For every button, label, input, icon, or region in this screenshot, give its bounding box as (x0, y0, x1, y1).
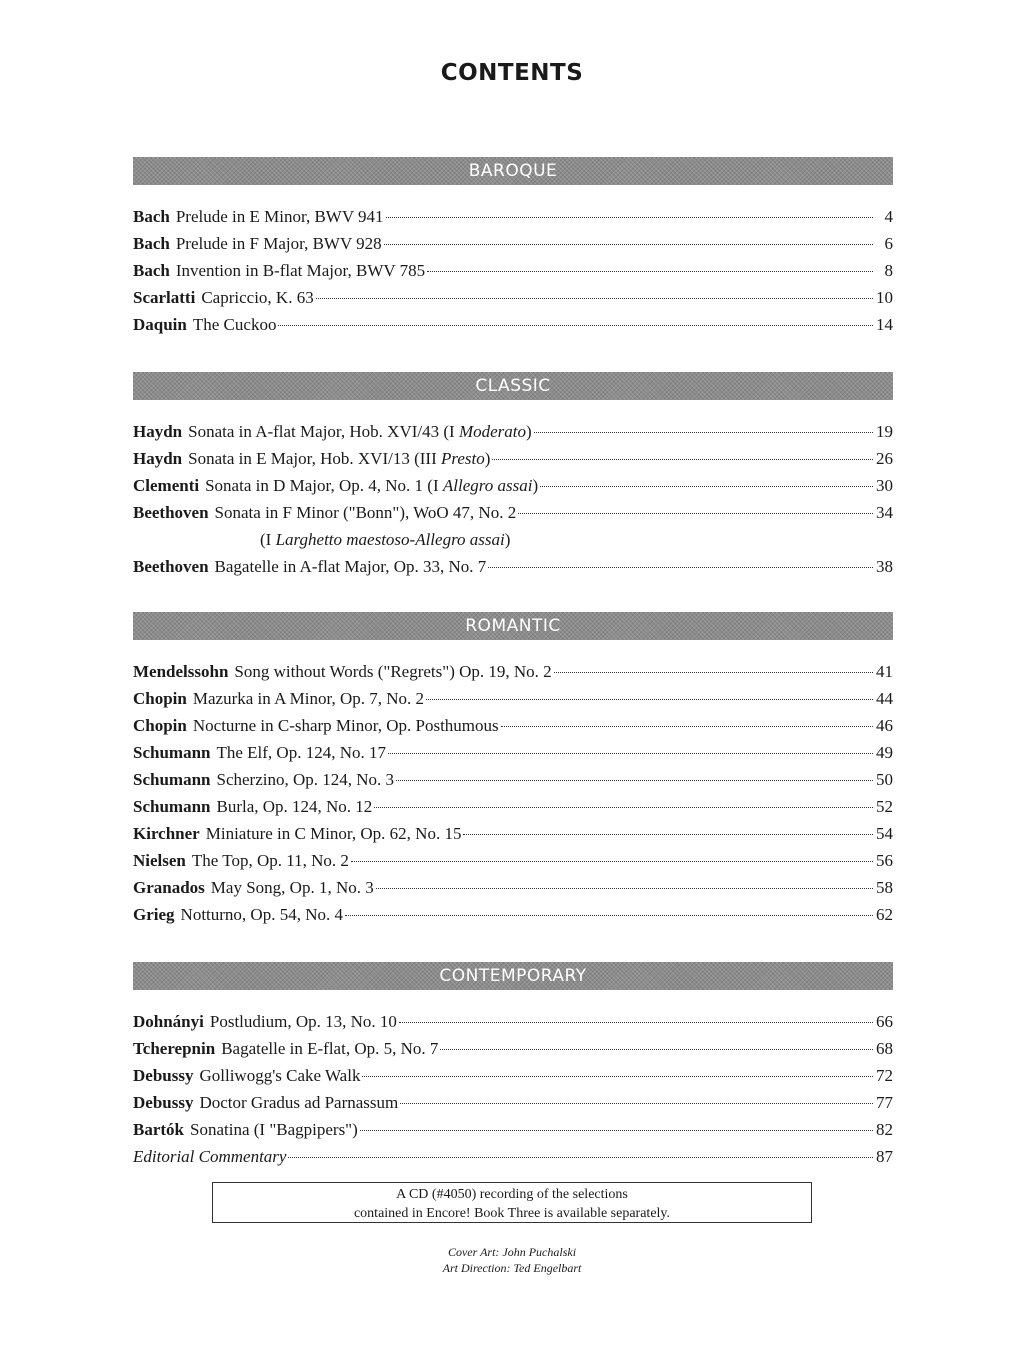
page-number: 14 (876, 315, 893, 334)
dot-leader (399, 1022, 873, 1023)
piece-title: Sonata in E Major, Hob. XVI/13 (III Presto) (188, 449, 491, 468)
dot-leader (492, 459, 873, 460)
piece-title: Invention in B-flat Major, BWV 785 (175, 261, 426, 280)
dot-leader (463, 834, 873, 835)
page-title: CONTENTS (440, 60, 584, 86)
piece-title: Bagatelle in A-flat Major, Op. 33, No. 7 (214, 557, 487, 576)
page-number: 6 (884, 234, 893, 253)
toc-entry (133, 230, 893, 257)
page-number: 46 (876, 716, 893, 735)
section-heading: ROMANTIC (133, 612, 893, 640)
dot-leader (386, 217, 873, 218)
composer: Daquin (133, 315, 187, 334)
piece-title: Bagatelle in E-flat, Op. 5, No. 7 (221, 1039, 439, 1058)
page-number: 49 (876, 743, 893, 762)
composer: Chopin (133, 689, 187, 708)
page-number: 8 (884, 261, 893, 280)
toc-entry (133, 820, 893, 847)
composer: Grieg (133, 905, 175, 924)
piece-title: Song without Words ("Regrets") Op. 19, No. 2 (234, 662, 552, 681)
dot-leader (316, 298, 873, 299)
piece-title: Capriccio, K. 63 (201, 288, 314, 307)
dot-leader (427, 271, 873, 272)
editorial-title: Editorial Commentary (133, 1147, 287, 1166)
toc-entry (133, 1089, 893, 1116)
section-heading: CLASSIC (133, 372, 893, 400)
toc-entry (133, 257, 893, 284)
dot-leader (345, 915, 873, 916)
toc-entry (133, 739, 893, 766)
composer: Haydn (133, 449, 183, 468)
dot-leader (374, 807, 873, 808)
dot-leader (400, 1103, 873, 1104)
piece-title: Sonatina (I "Bagpipers") (190, 1120, 358, 1139)
composer: Schumann (133, 770, 211, 789)
dot-leader (440, 1049, 873, 1050)
piece-title: Miniature in C Minor, Op. 62, No. 15 (205, 824, 462, 843)
page-number: 38 (876, 557, 893, 576)
page-number: 58 (876, 878, 893, 897)
piece-title: Doctor Gradus ad Parnassum (199, 1093, 399, 1112)
piece-title: Golliwogg's Cake Walk (199, 1066, 361, 1085)
piece-title: Postludium, Op. 13, No. 10 (209, 1012, 397, 1031)
toc-entry (133, 847, 893, 874)
toc-entry (133, 793, 893, 820)
dot-leader (360, 1130, 873, 1131)
section-heading: BAROQUE (133, 157, 893, 185)
cover-art-credit: Cover Art: John Puchalski (447, 1245, 577, 1259)
piece-title: The Cuckoo (192, 315, 277, 334)
page-number: 44 (876, 689, 893, 708)
credits (0, 1244, 1024, 1276)
piece-title: Nocturne in C-sharp Minor, Op. Posthumous (192, 716, 499, 735)
composer: Scarlatti (133, 288, 196, 307)
composer: Chopin (133, 716, 187, 735)
movement-subline: (I Larghetto maestoso-Allegro assai) (260, 530, 511, 549)
composer: Schumann (133, 743, 211, 762)
toc-entry (133, 418, 893, 445)
page-number: 54 (876, 824, 893, 843)
toc-entry (133, 1008, 893, 1035)
composer: Beethoven (133, 503, 209, 522)
dot-leader (288, 1157, 873, 1158)
dot-leader (384, 244, 873, 245)
page-number: 52 (876, 797, 893, 816)
composer: Bach (133, 261, 170, 280)
piece-title: Prelude in F Major, BWV 928 (175, 234, 382, 253)
page-number: 19 (876, 422, 893, 441)
page-number: 56 (876, 851, 893, 870)
toc-entry (133, 1116, 893, 1143)
page-number: 62 (876, 905, 893, 924)
composer: Debussy (133, 1066, 194, 1085)
dot-leader (426, 699, 873, 700)
piece-title: Notturno, Op. 54, No. 4 (180, 905, 343, 924)
page-number: 77 (876, 1093, 893, 1112)
toc-entry (133, 901, 893, 928)
composer: Mendelssohn (133, 662, 229, 681)
toc-entry (133, 658, 893, 685)
page-number: 34 (876, 503, 893, 522)
composer: Clementi (133, 476, 200, 495)
toc-entry (133, 685, 893, 712)
page-number: 30 (876, 476, 893, 495)
page-number: 82 (876, 1120, 893, 1139)
composer: Granados (133, 878, 205, 897)
piece-title: Prelude in E Minor, BWV 941 (175, 207, 384, 226)
section-heading: CONTEMPORARY (133, 962, 893, 990)
toc-entry (133, 1062, 893, 1089)
piece-title: Sonata in D Major, Op. 4, No. 1 (I Allegro assai) (205, 476, 539, 495)
toc-entry (133, 766, 893, 793)
page-number: 87 (876, 1147, 893, 1166)
composer: Debussy (133, 1093, 194, 1112)
composer: Bartók (133, 1120, 184, 1139)
dot-leader (518, 513, 873, 514)
page-number: 50 (876, 770, 893, 789)
composer: Beethoven (133, 557, 209, 576)
dot-leader (488, 567, 873, 568)
dot-leader (351, 861, 873, 862)
composer: Dohnányi (133, 1012, 204, 1031)
page-number: 72 (876, 1066, 893, 1085)
composer: Bach (133, 207, 170, 226)
toc-entry (133, 311, 893, 338)
dot-leader (388, 753, 873, 754)
composer: Nielsen (133, 851, 186, 870)
dot-leader (376, 888, 873, 889)
toc-entry (133, 499, 893, 526)
dot-leader (554, 672, 873, 673)
toc-entry (133, 874, 893, 901)
composer: Kirchner (133, 824, 200, 843)
toc-entry (133, 445, 893, 472)
page-number: 68 (876, 1039, 893, 1058)
toc-entry (133, 284, 893, 311)
page-number: 10 (876, 288, 893, 307)
composer: Bach (133, 234, 170, 253)
piece-title: The Top, Op. 11, No. 2 (191, 851, 349, 870)
composer: Haydn (133, 422, 183, 441)
page-number: 4 (884, 207, 893, 226)
composer: Tcherepnin (133, 1039, 216, 1058)
dot-leader (278, 325, 873, 326)
dot-leader (534, 432, 873, 433)
piece-title: May Song, Op. 1, No. 3 (210, 878, 374, 897)
dot-leader (396, 780, 873, 781)
composer: Schumann (133, 797, 211, 816)
toc-entry (133, 472, 893, 499)
piece-title: Scherzino, Op. 124, No. 3 (216, 770, 395, 789)
piece-title: The Elf, Op. 124, No. 17 (216, 743, 386, 762)
piece-title: Sonata in F Minor ("Bonn"), WoO 47, No. 2 (214, 503, 517, 522)
page-number: 26 (876, 449, 893, 468)
toc-entry (133, 553, 893, 580)
toc-entry (133, 712, 893, 739)
dot-leader (362, 1076, 873, 1077)
toc-entry (133, 203, 893, 230)
page-number: 41 (876, 662, 893, 681)
toc-entry-editorial (133, 1143, 893, 1170)
toc-entry (133, 1035, 893, 1062)
page-number: 66 (876, 1012, 893, 1031)
piece-title: Burla, Op. 124, No. 12 (216, 797, 373, 816)
dot-leader (501, 726, 873, 727)
cd-note-line: contained in Encore! Book Three is available separately. (353, 1206, 671, 1221)
piece-title: Sonata in A-flat Major, Hob. XVI/43 (I Moderato) (188, 422, 532, 441)
cd-note-line: A CD (#4050) recording of the selections (396, 1187, 628, 1202)
dot-leader (540, 486, 873, 487)
piece-title: Mazurka in A Minor, Op. 7, No. 2 (192, 689, 425, 708)
cd-note-box (212, 1182, 812, 1223)
art-direction-credit: Art Direction: Ted Engelbart (442, 1261, 582, 1275)
